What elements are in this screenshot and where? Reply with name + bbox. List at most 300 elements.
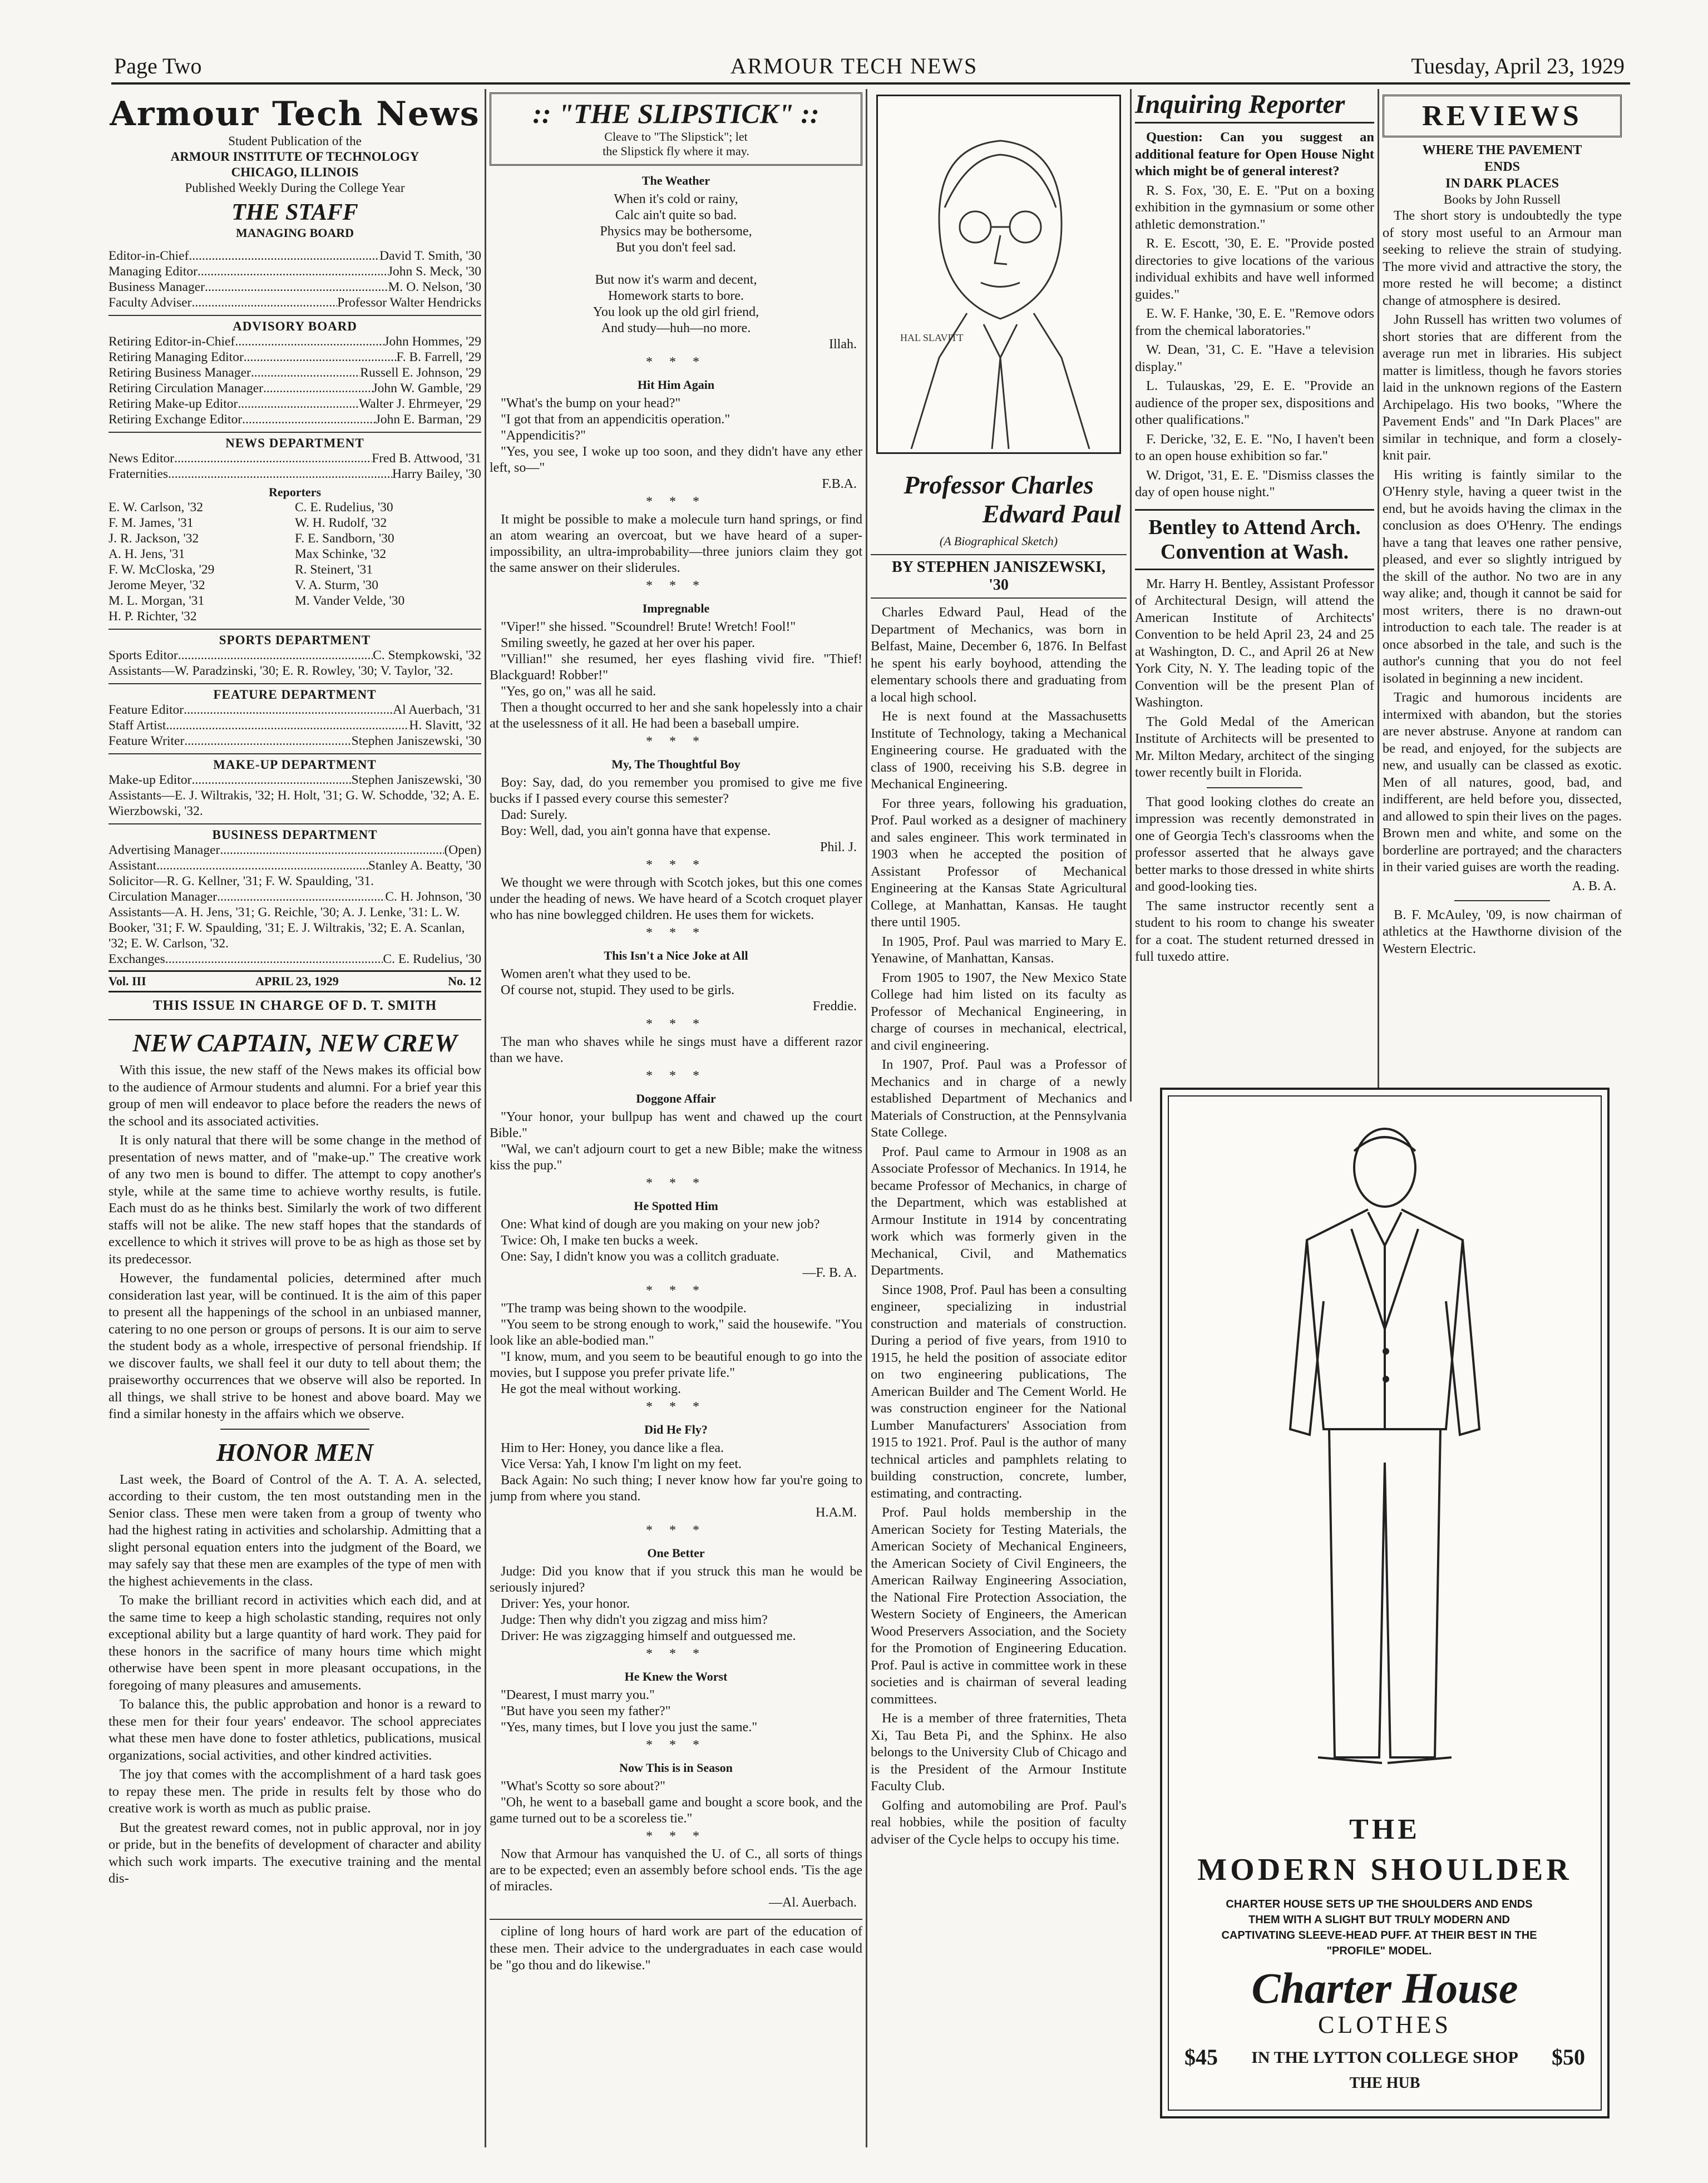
staff-row	[108, 412, 481, 427]
leader-dots	[191, 772, 351, 788]
alumni-note: B. F. McAuley, '09, is now chairman of athletics at the Hawthorne division of the Western Electric.	[1383, 907, 1622, 956]
leader-dots	[168, 466, 392, 482]
advisory-board-list	[108, 334, 481, 427]
masthead-line: ARMOUR INSTITUTE OF TECHNOLOGY	[170, 150, 419, 164]
inquiring-answers	[1135, 182, 1374, 501]
separator-stars: * * *	[646, 579, 706, 593]
joke-line: But you don't feel sad.	[616, 240, 736, 255]
joke-line: Judge: Then why didn't you zigzag and miss him?	[501, 1613, 768, 1627]
business-heading: BUSINESS DEPARTMENT	[108, 823, 481, 842]
joke-title: Did He Fly?	[644, 1423, 708, 1436]
staff-role: Retiring Exchange Editor	[108, 412, 243, 427]
joke-signature: H.A.M.	[815, 1505, 857, 1520]
joke-line: "Yes, you see, I woke up too soon, and they didn't have any ether left, so—"	[490, 444, 862, 475]
editorial-title: NEW CAPTAIN, NEW CREW	[132, 1029, 457, 1057]
joke-line: Vice Versa: Yah, I know I'm light on my feet.	[501, 1457, 742, 1471]
reporter-name: W. H. Rudolf, '32	[295, 516, 387, 530]
staff-role: Exchanges	[108, 952, 165, 966]
leader-dots	[238, 396, 359, 412]
separator-stars: * * *	[646, 1069, 706, 1083]
joke-line: Judge: Did you know that if you struck this man he would be seriously injured?	[490, 1564, 862, 1595]
ad-the: THE	[1349, 1814, 1420, 1845]
review-signature: A. B. A.	[1572, 878, 1616, 893]
masthead-line: Student Publication of the	[228, 134, 362, 148]
paragraph: To make the brilliant record in activities which each did, and at the same time to keep a high scholastic standing, requires not only exceptional ability but a large quantity of hard work. They paid for these honors in the sacrifice of many hours time which might otherwise have been spent in more pleasant occupations, in the foregoing of many pleasures and amusements.	[108, 1593, 481, 1693]
staff-name: Professor Walter Hendricks	[337, 295, 481, 310]
joke-line: Women aren't what they used to be.	[501, 967, 691, 981]
slipstick-title: :: "THE SLIPSTICK" ::	[532, 98, 820, 129]
staff-role: Retiring Business Manager	[108, 366, 251, 380]
leader-dots	[156, 858, 368, 873]
paragraph: Since 1908, Prof. Paul has been a consulting engineer, specializing in industrial construction and materials of construction. During a period of five years, from 1910 to 1915, he held the position of associate editor on two engineering publications, The American Builder and The Cement World. He was construction engineer for the National Lumber Manufacturers' Association from 1915 to 1921. Prof. Paul is the author of many technical articles and pamphlets relating to building construction, concrete, lumber, estimating, and contracting.	[871, 1282, 1127, 1501]
staff-name: Stanley A. Beatty, '30	[368, 858, 481, 873]
paragraph: He is a member of three fraternities, Theta Xi, Tau Beta Pi, and the Sphinx. He also belongs to the University Club of Chicago and is the President of the Armour Institute Faculty Club.	[871, 1711, 1127, 1794]
joke-line: And study—huh—no more.	[601, 321, 751, 335]
joke-signature: —Al. Auerbach.	[769, 1895, 857, 1910]
reporters-right	[295, 500, 481, 624]
joke-signature: Phil. J.	[820, 840, 857, 855]
byline-text: BY STEPHEN JANISZEWSKI,	[891, 559, 1106, 576]
joke-line: "I got that from an appendicitis operation."	[501, 412, 730, 427]
joke-title: My, The Thoughtful Boy	[611, 757, 741, 771]
inquiring-question: Question: Can you suggest an additional feature for Open House Night which might be of general interest?	[1135, 130, 1374, 179]
slipstick-motto: the Slipstick fly where it may.	[603, 144, 749, 158]
review-headline: ENDS	[1484, 160, 1521, 174]
paragraph: The same instructor recently sent a student to his room to change his sweater for a coat. The student returned dressed in full tuxedo attire.	[1135, 898, 1374, 964]
charter-house-ad	[1160, 1088, 1610, 2118]
leader-dots	[174, 451, 372, 466]
ad-brand: Charter House	[1251, 1964, 1518, 2012]
board-heading: MANAGING BOARD	[235, 226, 354, 240]
sketch-title	[871, 471, 1127, 529]
price-low: $45	[1184, 2044, 1218, 2070]
joke-signature: F.B.A.	[822, 477, 857, 491]
joke-line: "The tramp was being shown to the woodpile.	[501, 1301, 747, 1316]
clothes-item	[1135, 794, 1374, 966]
reporter-name: J. R. Jackson, '32	[108, 531, 199, 546]
separator-stars: * * *	[646, 734, 706, 749]
issue-in-charge: THIS ISSUE IN CHARGE OF D. T. SMITH	[152, 998, 437, 1013]
answer: L. Tulauskas, '29, E. E. "Provide an audience of the proper sex, dispositions and other qualifications."	[1135, 378, 1374, 427]
reporter-name: M. Vander Velde, '30	[295, 594, 405, 608]
staff-name: Stephen Janiszewski, '30	[351, 773, 481, 787]
joke-title: He Spotted Him	[634, 1199, 718, 1213]
reporter-name: F. W. McCloska, '29	[108, 562, 215, 577]
column-divider	[1378, 89, 1379, 1102]
column-slipstick	[490, 89, 862, 2147]
separator-stars: * * *	[646, 1738, 706, 1752]
paragraph: But the greatest reward comes, not in public approval, nor in joy or pride, but in the benefits of development of character and ability which such work imparts. The executive training and the mental dis-	[108, 1820, 481, 1886]
review-byline: Books by John Russell	[1443, 192, 1561, 206]
paragraph: From 1905 to 1907, the New Mexico State College had him listed on its faculty as Professor of Mechanical Engineering, in charge of courses in mechanical, electrical, and civil engineering.	[871, 970, 1127, 1053]
answer: W. Drigot, '31, E. E. "Dismiss classes the day of open house night."	[1135, 467, 1374, 500]
sketch-title-line: Edward Paul	[982, 500, 1121, 528]
inquiring-title: Inquiring Reporter	[1135, 89, 1374, 124]
joke-line: Calc ain't quite so bad.	[615, 208, 737, 223]
staff-row	[108, 349, 481, 365]
column-divider	[485, 89, 486, 2147]
leader-dots	[235, 334, 384, 349]
staff-role: Circulation Manager	[108, 890, 218, 904]
paragraph: With this issue, the new staff of the News makes its official bow to the audience of Armour students and alumni. For a brief year this group of men will endeavor to place before the readers the news of the school and its associated activities.	[108, 1063, 481, 1129]
joke-line: "But have you seen my father?"	[501, 1704, 671, 1718]
staff-name: C. E. Rudelius, '30	[383, 952, 481, 966]
sports-dept-list	[108, 648, 481, 663]
separator-stars: * * *	[646, 858, 706, 872]
joke-line: "Your honor, your bullpup has went and chawed up the court Bible."	[490, 1110, 862, 1140]
review-headline: WHERE THE PAVEMENT	[1422, 143, 1582, 157]
staff-row	[108, 264, 481, 279]
leader-dots	[198, 264, 388, 279]
leader-dots	[251, 365, 360, 381]
header-rule	[111, 82, 1630, 85]
staff-row	[108, 889, 481, 905]
staff-row	[108, 248, 481, 264]
paragraph: For three years, following his graduation, Prof. Paul worked as a designer of machinery and sales engineer. This work terminated in 1903 when he accepted the position of Assistant Professor of Mechanical Engineering at the Kansas State Agricultural College, at Manhattan, Kansas. He taught there until 1905.	[871, 796, 1127, 930]
masthead-line: Published Weekly During the College Year	[185, 181, 405, 195]
leader-dots	[191, 295, 337, 310]
divider	[220, 1429, 369, 1430]
staff-role: Feature Writer	[108, 734, 185, 748]
reporter-name: F. M. James, '31	[108, 516, 194, 530]
paragraph: Mr. Harry H. Bentley, Assistant Professor of Architectural Design, will attend the American Institute of Architects' Convention to be held April 23, 24 and 25 at Washington, D. C., and April 26 at New York City, N. Y. The leading topic of the Convention will be the present Plan of Washington.	[1135, 576, 1374, 710]
column-inquiring	[1135, 89, 1374, 1102]
bentley-body	[1135, 576, 1374, 782]
staff-row	[108, 451, 481, 466]
joke-line: "You seem to be strong enough to work," said the housewife. "You look like an able-bodied man."	[490, 1317, 862, 1348]
separator-stars: * * *	[646, 1647, 706, 1661]
staff-role: Make-up Editor	[108, 773, 192, 787]
reporters-heading: Reporters	[268, 485, 322, 499]
joke-title: This Isn't a Nice Joke at All	[604, 949, 748, 962]
staff-role: Managing Editor	[108, 264, 198, 279]
joke-line: Twice: Oh, I make ten bucks a week.	[501, 1233, 698, 1248]
joke-line: "Wal, we can't adjourn court to get a new Bible; make the witness kiss the pup."	[490, 1142, 862, 1173]
reporters-left	[108, 500, 295, 624]
leader-dots	[205, 279, 388, 295]
news-heading: NEWS DEPARTMENT	[108, 432, 481, 451]
editorial-body	[108, 1471, 481, 1888]
joke-line: "Dearest, I must marry you."	[501, 1688, 655, 1702]
review-headline: IN DARK PLACES	[1445, 176, 1559, 191]
reporter-name: C. E. Rudelius, '30	[295, 500, 393, 515]
leader-dots	[220, 842, 444, 858]
joke-line: "Yes, go on," was all he said.	[501, 684, 656, 699]
separator-stars: * * *	[646, 1283, 706, 1298]
sports-assistants: Assistants—W. Paradzinski, '30; E. R. Rowley, '30; V. Taylor, '32.	[108, 664, 453, 678]
paragraph: The joy that comes with the accomplishment of a hard task goes to repay these men. The pride in results felt by those who do creative work is worth as much as public praise.	[108, 1767, 481, 1816]
joke-line: "What's Scotty so sore about?"	[501, 1779, 665, 1794]
paragraph: Prof. Paul came to Armour in 1908 as an Associate Professor of Mechanics. In 1914, he became Professor of Mechanics, in charge of the Department, which was established at Armour Institute in 1914 by concentrating work which was formerly given in the Mechanical, Civil, and Mathematics Departments.	[871, 1144, 1127, 1278]
price-shop: IN THE LYTTON COLLEGE SHOP	[1251, 2048, 1518, 2067]
joke-title: He Knew the Worst	[624, 1670, 728, 1683]
reporter-name: A. H. Jens, '31	[108, 547, 185, 561]
byline-year: '30	[989, 576, 1009, 594]
feature-dept-list	[108, 702, 481, 749]
answer: F. Dericke, '32, E. E. "No, I haven't been to an open house exhibition so far."	[1135, 431, 1374, 463]
leader-dots	[166, 718, 409, 733]
slipstick-jokes	[490, 174, 862, 1974]
reporter-name: F. E. Sandborn, '30	[295, 531, 394, 546]
joke-title: One Better	[647, 1546, 705, 1560]
portrait-sketch	[878, 96, 1120, 449]
reporter-name: Jerome Meyer, '32	[108, 578, 205, 592]
paragraph: John Russell has written two volumes of short stories that are different from the average run met in libraries. His subject matter is limitless, though he favors stories laid in the unknown regions of the Eastern Archipelago. His two books, "Where the Pavement Ends" and "In Dark Places" are similar in technique, and form a closely-knit pair.	[1383, 312, 1622, 463]
masthead-title: Armour Tech News	[110, 95, 480, 134]
paragraph: Tragic and humorous incidents are intermixed with abandon, but the stories are never abstruse. Anyone at random can be read, and enjoyed, for the subjects are new, and usually can be classed as exotic. Men of all natures, good, bad, and indifferent, are held before you, dissected, and allowed to spin their lives on the pages. Brown men and white, and some on the borderline are portrayed; and the characters in their varied guises are worth the reading.	[1383, 690, 1622, 875]
paper-name: ARMOUR TECH NEWS	[730, 53, 978, 78]
advisory-heading: ADVISORY BOARD	[108, 315, 481, 334]
joke-line: We thought we were through with Scotch jokes, but this one comes under the heading of news. We have heard of a Scotch croquet player who has nine bowlegged children. He uses them for wickets.	[490, 876, 862, 922]
staff-row	[108, 648, 481, 663]
staff-name: John S. Meck, '30	[387, 264, 481, 279]
staff-name: H. Slavitt, '32	[409, 718, 481, 733]
paragraph: In 1907, Prof. Paul was a Professor of Mechanics and in charge of a newly established Department of Mechanics and Materials of Construction, at the Pennsylvania State College.	[871, 1057, 1127, 1140]
staff-row	[108, 295, 481, 310]
staff-role: Assistant	[108, 858, 157, 873]
joke-line	[490, 256, 862, 272]
paragraph: Charles Edward Paul, Head of the Department of Mechanics, was born in Belfast, Maine, December 6, 1876. In Belfast he spent his early boyhood, attending the elementary schools there and graduating from a local high school.	[871, 605, 1127, 705]
joke-title: Now This is in Season	[619, 1761, 733, 1775]
ad-headline: MODERN SHOULDER	[1197, 1853, 1572, 1887]
sketch-subtitle: (A Biographical Sketch)	[939, 534, 1058, 548]
artist-signature: HAL SLAVITT	[900, 332, 964, 343]
paragraph: Golfing and automobiling are Prof. Paul's real hobbies, while the position of faculty adviser of the Cycle helps to occupy his time.	[871, 1797, 1127, 1847]
joke-line: It might be possible to make a molecule turn hand springs, or find an atom wearing an overcoat, but we have heard of a super-impossibility, an ultra-improbability—three juniors claim they got the same answer on their sliderules.	[490, 512, 862, 575]
joke-title: Impregnable	[642, 601, 710, 615]
joke-line: Smiling sweetly, he gazed at her over his paper.	[501, 636, 755, 650]
staff-row	[108, 842, 481, 858]
joke-line: "Viper!" she hissed. "Scoundrel! Brute! Wretch! Fool!"	[501, 620, 796, 634]
divider	[1454, 900, 1550, 901]
circulation-line	[108, 889, 481, 905]
staff-name: Fred B. Attwood, '31	[372, 451, 481, 466]
answer: R. E. Escott, '30, E. E. "Provide posted directories to give locations of the various individual exhibits and have well informed guides."	[1135, 236, 1374, 302]
reporter-name: M. L. Morgan, '31	[108, 594, 205, 608]
staff-name: David T. Smith, '30	[379, 249, 481, 263]
joke-line: But now it's warm and decent,	[595, 273, 757, 287]
news-dept-list	[108, 451, 481, 482]
leader-dots	[165, 951, 383, 967]
staff-role: Advertising Manager	[108, 843, 220, 857]
paragraph: In 1905, Prof. Paul was married to Mary E. Yenawine, of Manhattan, Kansas.	[871, 934, 1127, 966]
staff-role: Editor-in-Chief	[108, 249, 189, 263]
staff-role: Feature Editor	[108, 703, 184, 717]
managing-board-list	[108, 248, 481, 310]
joke-line: You look up the old girl friend,	[593, 305, 759, 319]
editorial-body	[108, 1062, 481, 1423]
volume-date: APRIL 23, 1929	[255, 974, 339, 988]
ad-hub: THE HUB	[1349, 2075, 1420, 2092]
sports-heading: SPORTS DEPARTMENT	[108, 629, 481, 648]
answer: W. Dean, '31, C. E. "Have a television display."	[1135, 342, 1374, 374]
staff-row	[108, 858, 481, 873]
joke-title: Doggone Affair	[636, 1092, 716, 1105]
makeup-assistants: Assistants—E. J. Wiltrakis, '32; H. Holt, '31; G. W. Schodde, '32; A. E. Wierzbowski, '32.	[108, 788, 480, 818]
staff-row	[108, 365, 481, 381]
joke-line: Physics may be bothersome,	[600, 224, 752, 239]
staff-row	[108, 951, 481, 967]
staff-name: Harry Bailey, '30	[392, 467, 481, 481]
ad-price-line	[1184, 2044, 1585, 2070]
volume-line	[108, 970, 481, 992]
paragraph: To balance this, the public approbation and honor is a reward to these men for their four years' endeavor. The school appreciates what these men have done to foster athletics, publications, musical organizations, social activities, and other kindred activities.	[108, 1697, 481, 1763]
staff-row	[108, 381, 481, 396]
joke-signature: —F. B. A.	[802, 1266, 857, 1280]
feature-heading: FEATURE DEPARTMENT	[108, 683, 481, 702]
joke-line: Him to Her: Honey, you dance like a flea.	[501, 1441, 724, 1455]
joke-line: Back Again: No such thing; I never know how far you're going to jump from where you stand.	[490, 1473, 862, 1504]
answer: R. S. Fox, '30, E. E. "Put on a boxing exhibition in the gymnasium or some other athletic demonstration."	[1135, 182, 1374, 232]
staff-role: Retiring Make-up Editor	[108, 397, 238, 411]
masthead-line: CHICAGO, ILLINOIS	[231, 165, 359, 179]
reporter-name: H. P. Richter, '32	[108, 609, 197, 624]
reporter-name: E. W. Carlson, '32	[108, 500, 204, 515]
paragraph: His writing is faintly similar to the O'Henry style, having a queer twist in the end, but he avoids having the climax in the conclusion as does O'Henry. The endings have a tang that leaves one rather pensive, pleased, and ever so slightly intrigued by the skill of the author. No two are in any way alike; and, though it cannot be said for most writers, there is no drawn-out introduction to each tale. The reader is at once absorbed in the tale, and such is the author's cunning that you do not feel isolated in beginning a new incident.	[1383, 467, 1622, 686]
portrait-illustration	[876, 95, 1121, 454]
separator-stars: * * *	[646, 1400, 706, 1414]
column-staff	[108, 89, 481, 2147]
staff-row	[108, 396, 481, 412]
paragraph: That good looking clothes do create an impression was recently demonstrated in one of Georgia Tech's classrooms when the professor asserted that he always gave better marks to those dressed in white shirts and good-looking ties.	[1135, 794, 1374, 894]
issue-number: No. 12	[448, 974, 481, 988]
makeup-heading: MAKE-UP DEPARTMENT	[108, 753, 481, 772]
paragraph: The short story is undoubtedly the type of story most useful to an Armour man seeking to relieve the strain of studying. The more vivid and attractive the story, the more rested he will become; a distinct change of atmosphere is desired.	[1383, 208, 1622, 308]
staff-role: Faculty Adviser	[108, 295, 192, 310]
joke-signature: Illah.	[829, 337, 857, 352]
joke-line: Homework starts to bore.	[608, 289, 744, 303]
slipstick-motto: Cleave to "The Slipstick"; let	[604, 130, 748, 144]
leader-dots	[242, 412, 376, 427]
separator-stars: * * *	[646, 1829, 706, 1844]
joke-title: Hit Him Again	[637, 378, 715, 392]
joke-line: Driver: Yes, your honor.	[501, 1597, 630, 1611]
reporter-name: V. A. Sturm, '30	[295, 578, 379, 592]
staff-name: Al Auerbach, '31	[393, 703, 481, 717]
joke-line: "Yes, many times, but I love you just the same."	[501, 1720, 758, 1735]
joke-line: Of course not, stupid. They used to be girls.	[501, 983, 735, 997]
staff-row	[108, 772, 481, 788]
joke-line: One: What kind of dough are you making on your new job?	[501, 1217, 820, 1232]
page-number: Page Two	[114, 53, 202, 78]
editorial-title: HONOR MEN	[216, 1438, 374, 1466]
joke-line: When it's cold or rainy,	[614, 192, 738, 206]
joke-line: Then a thought occurred to her and she sank hopelessly into a chair at the uselessness of it all. He had been a baseball umpire.	[490, 700, 862, 731]
staff-role: Fraternities	[108, 467, 169, 481]
joke-line: "Oh, he went to a baseball game and bought a score book, and the game turned out to be a scoreless tie."	[490, 1795, 862, 1826]
joke-line: Driver: He was zigzagging himself and outguessed me.	[501, 1629, 796, 1643]
reporter-name: R. Steinert, '31	[295, 562, 373, 577]
answer: E. W. F. Hanke, '30, E. E. "Remove odors from the chemical laboratories."	[1135, 306, 1374, 338]
joke-line: Now that Armour has vanquished the U. of C., all sorts of things are to be expected; even an assembly before school ends. 'Tis the age of miracles.	[490, 1847, 862, 1894]
staff-role: Business Manager	[108, 280, 205, 294]
sketch-body	[871, 604, 1127, 1848]
staff-role: Sports Editor	[108, 648, 178, 663]
joke-signature: Freddie.	[812, 999, 857, 1014]
leader-dots	[217, 889, 385, 905]
joke-line: Boy: Say, dad, do you remember you promised to give me five bucks if I passed every course this semester?	[490, 776, 862, 806]
joke-line: One: Say, I didn't know you was a collitch graduate.	[501, 1249, 779, 1264]
leader-dots	[178, 648, 373, 663]
leader-dots	[189, 248, 379, 264]
suit-illustration	[1257, 1118, 1513, 1785]
paragraph: Last week, the Board of Control of the A. T. A. A. selected, according to their custom, the ten most outstanding men in the Senior class. These men were taken from a group of twenty who had the highest rating in activities and scholarship. Admitting that a slight personal equation enters into the judgment of the Board, we may safely say that these men are examples of the type of men with the highest achievements in the class.	[108, 1471, 481, 1589]
circulation-assistants: Assistants—A. H. Jens, '31; G. Reichle, '30; A. J. Lenke, '31: L. W. Booker, '31; F. W. Spaulding, '31; E. J. Wiltrakis, '32; E. A. Scanlan, '32; E. W. Carlson, '32.	[108, 905, 465, 951]
divider	[1207, 787, 1302, 788]
staff-name: (Open)	[444, 843, 481, 857]
sketch-byline	[871, 554, 1127, 599]
reviews-title: REVIEWS	[1383, 95, 1622, 137]
leader-dots	[184, 702, 393, 718]
staff-role: News Editor	[108, 451, 175, 466]
reporter-name: Max Schinke, '32	[295, 547, 387, 561]
paragraph: However, the fundamental policies, determined after much consideration last year, will be continued. It is the aim of this paper to present all the happenings of the school in an unbiased manner, catering to no one person or groups of persons. It is our aim to serve the student body as a whole, irrespective of personal friendship. If we discover faults, we shall feel it our duty to tell about them; the praiseworthy occurrences that we observe will also be reported. In all things, we shall strive to be honest and above board. May we find a similar honesty in the affairs which we observe.	[108, 1271, 481, 1421]
staff-role: Retiring Editor-in-Chief	[108, 334, 235, 349]
price-high: $50	[1551, 2044, 1585, 2070]
staff-name: Stephen Janiszewski, '30	[351, 734, 481, 748]
volume-number: Vol. III	[108, 974, 146, 988]
paragraph: It is only natural that there will be some change in the method of presentation of news matter, and of "make-up." The creative work of any two men is bound to differ. The attempt to copy another's style, while at the same time to achieve worthy results, is futile. Each must do as he thinks best. Similarly the work of two different staffs will not be alike. The new staff hopes that the standards of excellence to which it strives will prove to be as high as those set by its predecessor.	[108, 1133, 481, 1267]
editorial-continued: cipline of long hours of hard work are part of the education of these men. Their advice to the undergraduates in each case would be "go thou and do likewise."	[490, 1919, 862, 1974]
column-divider	[866, 89, 867, 2147]
staff-name: C. Stempkowski, '32	[373, 648, 481, 663]
joke-line: "I know, mum, and you seem to be beautiful enough to go into the movies, but I suppose you prefer private life."	[490, 1350, 862, 1380]
paragraph: He is next found at the Massachusetts Institute of Technology, taking a Mechanical Engineering course. He graduated with the class of 1900, receiving his S.B. degree in Mechanical Engineering.	[871, 709, 1127, 792]
reporters-list	[108, 500, 481, 624]
ad-clothes: CLOTHES	[1318, 2011, 1452, 2038]
exchanges-line	[108, 951, 481, 967]
staff-name: Russell E. Johnson, '29	[360, 366, 481, 380]
staff-role: Retiring Managing Editor	[108, 350, 244, 364]
solicitor-line: Solicitor—R. G. Kellner, '31; F. W. Spaulding, '31.	[108, 874, 374, 888]
joke-line: "Villian!" she resumed, her eyes flashing vivid fire. "Thief! Blackguard! Robber!"	[490, 652, 862, 683]
separator-stars: * * *	[646, 926, 706, 940]
leader-dots	[263, 381, 372, 396]
staff-row	[108, 466, 481, 482]
joke-line: He got the meal without working.	[501, 1382, 681, 1396]
column-sketch	[871, 89, 1127, 2147]
review-body	[1383, 208, 1622, 876]
joke-title: The Weather	[641, 174, 710, 187]
makeup-dept-list	[108, 772, 481, 788]
separator-stars: * * *	[646, 495, 706, 509]
paragraph: Prof. Paul holds membership in the American Society for Testing Materials, the American Society of Mechanical Engineers, the American Society of Civil Engineers, the American Railway Engineering Association, the National Fire Protection Association, the Western Society of Engineers, the American Wood Preservers Association, and the Society for the Promotion of Engineering Education. Prof. Paul is active in committee work in these societies and is chairman of several leading committees.	[871, 1505, 1127, 1707]
column-reviews	[1383, 89, 1622, 1102]
staff-name: John Hommes, '29	[384, 334, 481, 349]
joke-line: Boy: Well, dad, you ain't gonna have that expense.	[501, 824, 771, 838]
staff-row	[108, 279, 481, 295]
staff-name: Walter J. Ehrmeyer, '29	[358, 397, 481, 411]
slipstick-header	[490, 92, 862, 166]
joke-line: "What's the bump on your head?"	[501, 396, 681, 411]
issue-date: Tuesday, April 23, 1929	[1411, 53, 1625, 78]
staff-name: M. O. Nelson, '30	[388, 280, 481, 294]
staff-row	[108, 733, 481, 749]
business-dept-list	[108, 842, 481, 873]
staff-row	[108, 702, 481, 718]
staff-row	[108, 334, 481, 349]
leader-dots	[184, 733, 351, 749]
staff-role: Retiring Circulation Manager	[108, 381, 264, 396]
separator-stars: * * *	[646, 1176, 706, 1191]
staff-title: THE STAFF	[231, 200, 358, 225]
staff-name: John E. Barman, '29	[375, 412, 481, 427]
separator-stars: * * *	[646, 1523, 706, 1538]
column-divider	[1130, 89, 1132, 1102]
staff-role: Staff Artist	[108, 718, 166, 733]
joke-line: Dad: Surely.	[501, 808, 567, 822]
paragraph: The Gold Medal of the American Institute of Architects will be presented to Mr. Milton Medary, architect of the singing tower recently built in Florida.	[1135, 714, 1374, 780]
